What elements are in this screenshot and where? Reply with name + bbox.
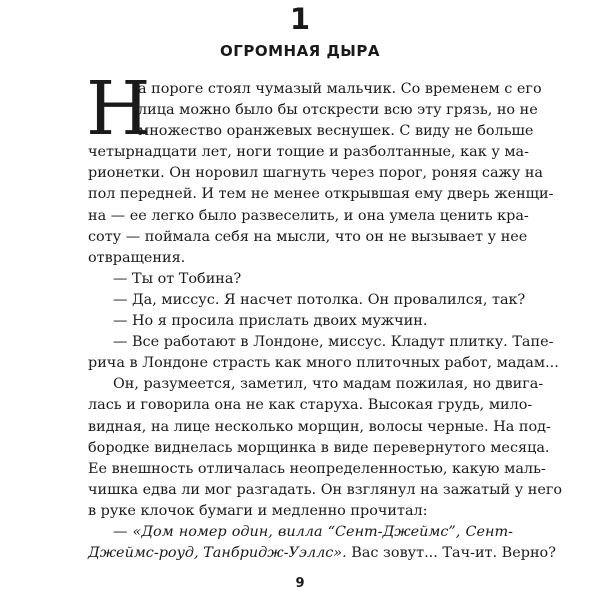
text-line: Он, разумеется, заметил, что мадам пожилая, но двига-: [113, 376, 544, 393]
dialogue-line: [88, 522, 513, 543]
text-line: соту — поймала себя на мысли, что он не вызывает у нее: [88, 228, 528, 245]
dialogue-line: — Все работают в Лондоне, миссус. Кладут плитку. Тапе-: [113, 334, 554, 351]
chapter-title: ОГРОМНАЯ ДЫРА: [220, 42, 380, 60]
drop-cap: Н: [86, 66, 151, 152]
text-line: бородке виднелась морщинка в виде перевернутого месяца.: [88, 439, 550, 456]
dialogue-line: — Но я просила прислать двоих мужчин.: [113, 313, 428, 330]
dialogue-line: — Ты от Тобина?: [113, 270, 242, 287]
text-line: лась и говорила она не как старуха. Высокая грудь, мило-: [88, 397, 533, 414]
text-line: отвращения.: [88, 249, 186, 266]
text-line: множество оранжевых веснушек. С виду не больше: [138, 123, 534, 140]
dialogue-line: [88, 543, 556, 564]
text-line: четырнадцати лет, ноги тощие и разболтанные, как у ма-: [88, 144, 530, 161]
quoted-address: «Дом номер один, вилла “Сент-Джеймс”, Сент-: [132, 523, 513, 540]
text-line: а пороге стоял чумазый мальчик. Со временем с его: [138, 81, 542, 97]
dash: —: [113, 523, 133, 540]
text-line: лица можно было бы отскрести всю эту грязь, но не: [138, 102, 538, 119]
body-text: [86, 66, 563, 564]
text-line: Ее внешность отличалась неопределенностью, какую маль-: [88, 460, 546, 477]
text-line: чишка едва ли мог разгадать. Он взглянул на зажатый у него: [88, 481, 563, 498]
text-line: видная, на лице несколько морщин, волосы черные. На под-: [88, 418, 551, 435]
chapter-number: 1: [289, 2, 311, 36]
text-line: рионетки. Он норовил шагнуть через порог, роняя сажу на: [88, 165, 543, 182]
text-line: рича в Лондоне страсть как много плиточных работ, мадам...: [88, 355, 559, 372]
text-line: пол передней. И тем не менее открывшая ему дверь женщи-: [88, 186, 554, 203]
quoted-address: Джеймс-роуд, Танбридж-Уэллс».: [88, 545, 347, 562]
text-line: на — ее легко было развеселить, и она умела ценить кра-: [88, 207, 529, 224]
page-number: 9: [295, 576, 305, 591]
text-line: в руке клочок бумаги и медленно прочитал:: [88, 502, 428, 519]
dialogue-tail: Вас зовут... Тач-ит. Верно?: [346, 545, 556, 562]
dialogue-line: — Да, миссус. Я насчет потолка. Он провалился, так?: [113, 291, 526, 308]
